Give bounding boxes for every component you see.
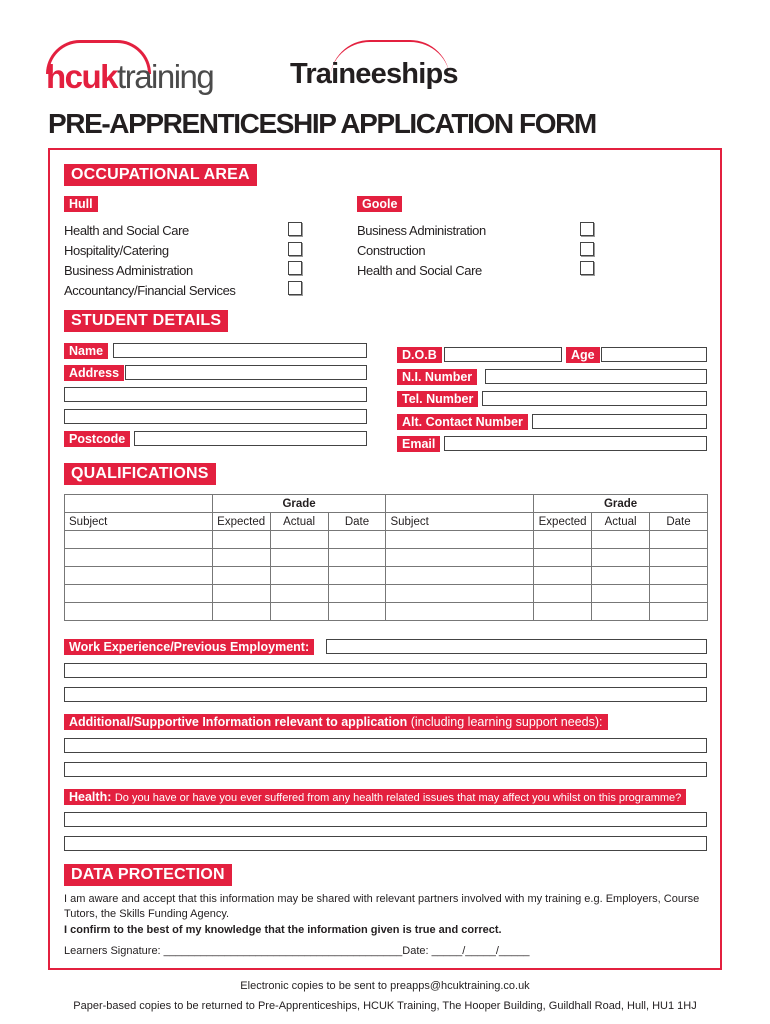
hull-checkbox-1[interactable] xyxy=(288,222,302,236)
data-protection-heading: DATA PROTECTION xyxy=(64,864,232,886)
occupational-area-heading: OCCUPATIONAL AREA xyxy=(64,164,257,186)
date-header-right: Date xyxy=(650,513,708,531)
actual-header-left: Actual xyxy=(270,513,328,531)
address-field-1[interactable] xyxy=(125,365,367,380)
grade-header-left: Grade xyxy=(270,495,328,513)
form-title: PRE-APPRENTICESHIP APPLICATION FORM xyxy=(48,108,596,139)
hull-option-1: Health and Social Care xyxy=(64,223,189,238)
name-label: Name xyxy=(64,343,108,359)
actual-header-right: Actual xyxy=(592,513,650,531)
goole-checkbox-2[interactable] xyxy=(580,242,594,256)
work-experience-label: Work Experience/Previous Employment: xyxy=(64,639,314,655)
signature-line[interactable]: Learners Signature: _______________________________________Date: _____/_____/_____ xyxy=(64,945,530,957)
hull-checkbox-2[interactable] xyxy=(288,242,302,256)
postcode-field[interactable] xyxy=(134,431,367,446)
tel-number-label: Tel. Number xyxy=(397,391,478,407)
dob-label: D.O.B xyxy=(397,347,442,363)
ni-number-field[interactable] xyxy=(485,369,707,384)
health-field-1[interactable] xyxy=(64,812,707,827)
additional-info-note: (including learning support needs): xyxy=(410,715,603,729)
table-row[interactable] xyxy=(65,567,708,585)
additional-info-label xyxy=(64,714,608,730)
table-row[interactable] xyxy=(65,603,708,621)
name-field[interactable] xyxy=(113,343,367,358)
work-experience-field-3[interactable] xyxy=(64,687,707,702)
email-field[interactable] xyxy=(444,436,707,451)
address-label: Address xyxy=(64,365,124,381)
expected-header-left: Expected xyxy=(212,513,270,531)
date-header-left: Date xyxy=(328,513,386,531)
age-label: Age xyxy=(566,347,600,363)
table-row[interactable] xyxy=(65,549,708,567)
goole-option-3: Health and Social Care xyxy=(357,263,482,278)
logo-training: training xyxy=(117,58,214,95)
goole-option-2: Construction xyxy=(357,243,426,258)
goole-checkbox-1[interactable] xyxy=(580,222,594,236)
hull-option-4: Accountancy/Financial Services xyxy=(64,283,236,298)
table-row[interactable] xyxy=(65,585,708,603)
logo-wordmark xyxy=(46,58,213,96)
hull-option-2: Hospitality/Catering xyxy=(64,243,169,258)
alt-contact-label: Alt. Contact Number xyxy=(397,414,528,430)
address-field-2[interactable] xyxy=(64,387,367,402)
address-field-3[interactable] xyxy=(64,409,367,424)
health-title: Health: xyxy=(69,790,112,804)
grade-header-right: Grade xyxy=(592,495,650,513)
goole-label: Goole xyxy=(357,196,402,212)
additional-info-field-2[interactable] xyxy=(64,762,707,777)
traineeships-brand: Traineeships xyxy=(290,58,458,90)
health-label xyxy=(64,789,686,805)
subject-header-left: Subject xyxy=(65,513,213,531)
data-protection-text: I am aware and accept that this information may be shared with relevant partners involved with my training e.g. Employers, Course Tutors, the Skills Funding Agency. xyxy=(64,893,700,920)
age-field[interactable] xyxy=(601,347,707,362)
work-experience-field-1[interactable] xyxy=(326,639,707,654)
additional-info-field-1[interactable] xyxy=(64,738,707,753)
student-details-heading: STUDENT DETAILS xyxy=(64,310,228,332)
footer-paper: Paper-based copies to be returned to Pre-Apprenticeships, HCUK Training, The Hooper Building, Guildhall Road, Hull, HU1 1HJ xyxy=(73,1000,697,1012)
tel-number-field[interactable] xyxy=(482,391,707,406)
goole-option-1: Business Administration xyxy=(357,223,486,238)
health-field-2[interactable] xyxy=(64,836,707,851)
table-row[interactable] xyxy=(65,531,708,549)
confirmation-text: I confirm to the best of my knowledge that the information given is true and correct. xyxy=(64,924,502,936)
alt-contact-field[interactable] xyxy=(532,414,707,429)
table-header-row xyxy=(65,513,708,531)
subject-header-right: Subject xyxy=(386,513,534,531)
qualifications-table xyxy=(64,494,708,621)
ni-number-label: N.I. Number xyxy=(397,369,477,385)
goole-checkbox-3[interactable] xyxy=(580,261,594,275)
hcuk-training-logo xyxy=(44,40,264,100)
logo-hcuk: hcuk xyxy=(46,58,118,95)
hull-checkbox-3[interactable] xyxy=(288,261,302,275)
health-question: Do you have or have you ever suffered from any health related issues that may affect you whilst on this programme? xyxy=(114,792,682,804)
hull-label: Hull xyxy=(64,196,98,212)
work-experience-field-2[interactable] xyxy=(64,663,707,678)
footer-electronic: Electronic copies to be sent to preapps@hcuktraining.co.uk xyxy=(240,980,530,992)
postcode-label: Postcode xyxy=(64,431,130,447)
hull-checkbox-4[interactable] xyxy=(288,281,302,295)
qualifications-heading: QUALIFICATIONS xyxy=(64,463,216,485)
additional-info-title: Additional/Supportive Information relevant to application xyxy=(69,715,408,729)
dob-field[interactable] xyxy=(444,347,562,362)
hull-option-3: Business Administration xyxy=(64,263,193,278)
email-label: Email xyxy=(397,436,440,452)
expected-header-right: Expected xyxy=(534,513,592,531)
